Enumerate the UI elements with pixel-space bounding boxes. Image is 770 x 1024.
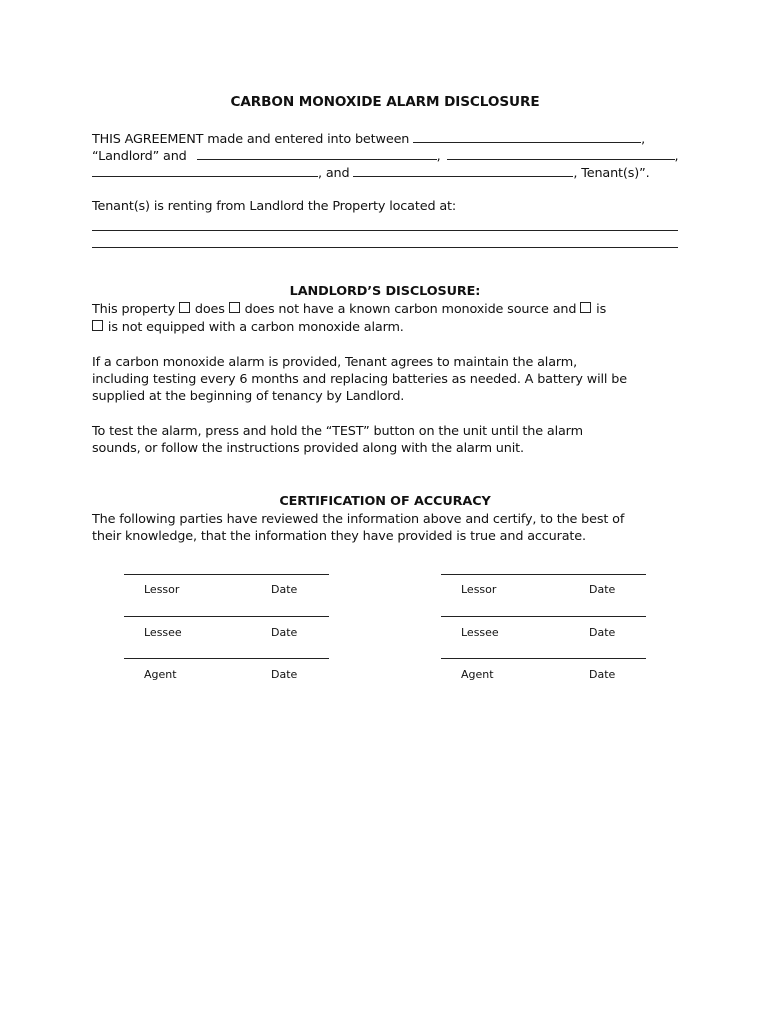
certification-line-2: their knowledge, that the information they have provided is true and accurate. (92, 529, 586, 544)
tenant-name-field-4[interactable] (353, 164, 573, 177)
disclosure-text: does not have a known carbon monoxide source and (240, 302, 581, 317)
disclosure-line-2 (92, 320, 404, 335)
landlord-disclosure-heading: LANDLORD’S DISCLOSURE: (289, 284, 481, 299)
property-statement: Tenant(s) is renting from Landlord the Property located at: (92, 199, 457, 214)
landlord-label-text: “Landlord” and (92, 149, 191, 164)
date-label: Date (271, 668, 298, 681)
date-label: Date (589, 626, 616, 639)
property-address-field-2[interactable] (92, 247, 678, 248)
comma-text: , (436, 149, 441, 164)
is-not-equipped-checkbox[interactable] (92, 320, 103, 331)
lessee-signature-line-left[interactable] (124, 616, 329, 617)
agent-label: Agent (461, 668, 494, 681)
lessee-label: Lessee (144, 626, 182, 639)
tenant-name-field-1[interactable] (197, 147, 437, 160)
is-equipped-checkbox[interactable] (580, 302, 591, 313)
does-checkbox[interactable] (179, 302, 190, 313)
tenant-name-field-3[interactable] (92, 164, 318, 177)
tenant-suffix-text: , Tenant(s)”. (573, 166, 650, 181)
disclosure-text: is not equipped with a carbon monoxide alarm. (104, 320, 404, 335)
lessor-signature-line-left[interactable] (124, 574, 329, 575)
lessor-signature-line-right[interactable] (441, 574, 646, 575)
maintain-line-3: supplied at the beginning of tenancy by Landlord. (92, 389, 405, 404)
comma-text: , (641, 132, 646, 147)
agreement-line-3 (92, 164, 650, 181)
lessee-signature-line-right[interactable] (441, 616, 646, 617)
lessor-label: Lessor (461, 583, 497, 596)
date-label: Date (271, 583, 298, 596)
landlord-name-field[interactable] (413, 130, 641, 143)
maintain-line-2: including testing every 6 months and replacing batteries as needed. A battery will be (92, 372, 627, 387)
lessee-label: Lessee (461, 626, 499, 639)
agent-signature-line-left[interactable] (124, 658, 329, 659)
agent-signature-line-right[interactable] (441, 658, 646, 659)
certification-heading: CERTIFICATION OF ACCURACY (279, 494, 491, 509)
lessor-label: Lessor (144, 583, 180, 596)
and-text: , and (318, 166, 354, 181)
agreement-line-2 (92, 147, 678, 164)
agreement-line-1 (92, 130, 645, 147)
certification-line-1: The following parties have reviewed the information above and certify, to the best of (92, 512, 625, 527)
disclosure-text: This property (92, 302, 179, 317)
document-title: CARBON MONOXIDE ALARM DISCLOSURE (230, 94, 540, 110)
date-label: Date (589, 668, 616, 681)
disclosure-text: does (190, 302, 229, 317)
disclosure-line-1 (92, 302, 606, 317)
test-line-2: sounds, or follow the instructions provided along with the alarm unit. (92, 441, 524, 456)
does-not-checkbox[interactable] (229, 302, 240, 313)
maintain-line-1: If a carbon monoxide alarm is provided, Tenant agrees to maintain the alarm, (92, 355, 578, 370)
test-line-1: To test the alarm, press and hold the “TEST” button on the unit until the alarm (92, 424, 583, 439)
disclosure-text: is (592, 302, 607, 317)
agreement-intro-text: THIS AGREEMENT made and entered into between (92, 132, 414, 147)
tenant-name-field-2[interactable] (447, 147, 675, 160)
date-label: Date (589, 583, 616, 596)
property-address-field-1[interactable] (92, 230, 678, 231)
date-label: Date (271, 626, 298, 639)
comma-text: , (674, 149, 679, 164)
agent-label: Agent (144, 668, 177, 681)
